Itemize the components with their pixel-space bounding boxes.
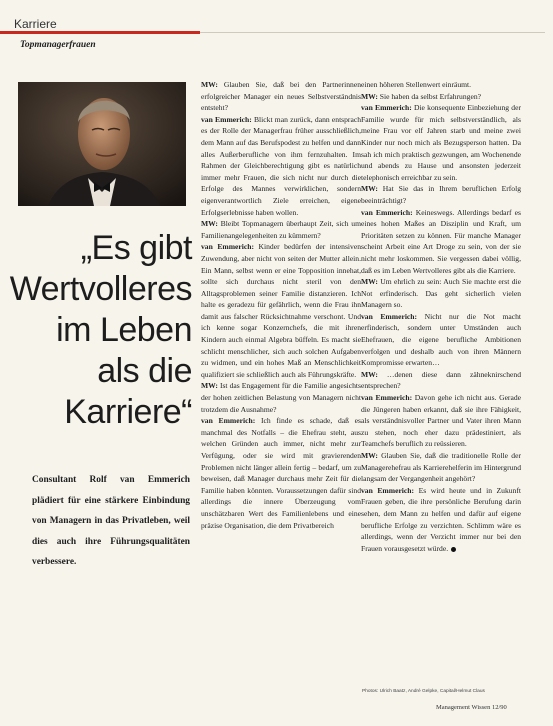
quote-line: Wertvolleres — [9, 270, 192, 308]
paragraph: van Emmerich: Davon gehe ich nicht aus. Gerade die Jüngeren haben erkannt, daß sie ihre Fähigkeit, als verständnisvoller Partner und Vater ihren Mann zu stehen, noch eher dazu prädestiniert, als Teamchefs beruflich zu reüssieren. — [361, 393, 522, 449]
section-title: Karriere — [14, 17, 57, 31]
page-footer: Management Wissen 12/90 — [436, 704, 507, 711]
intro-text: Consultant Rolf van Emmerich plädiert für eine stärkere Einbindung von Managern in das Privatleben, weil dies auch ihre Führungsqualitäten verbessere. — [32, 475, 190, 567]
subsection-title: Topmanagerfrauen — [20, 40, 96, 50]
header-divider — [200, 32, 545, 33]
quote-line: Karriere“ — [64, 393, 192, 431]
paragraph: einen höheren Stellenwert einräumt. — [361, 80, 472, 89]
end-mark-icon — [451, 547, 456, 552]
paragraph: MW: Glauben Sie, daß die traditionelle Rolle der Managerehefrau als Karrierehelferin im Hintergrund langsam der Vergangenheit angehört? — [361, 451, 521, 484]
paragraph: MW: Um ehrlich zu sein: Auch Sie machte erst die Not erfinderisch. Das geht sicherlich vielen Managern so. — [361, 277, 521, 310]
portrait-photo — [18, 82, 186, 206]
paragraph: MW: Ist das Engagement für die Familie angesichts der hohen zeitlichen Belastung von Managern nicht trotzdem die Ausnahme? — [201, 381, 361, 414]
paragraph: van Emmerich: Es wird heute und in Zukunft Frauen geben, die ihre persönliche Berufung darin sehen, dem Mann zu helfen und dafür auf eigene berufliche Erfolge zu verzichten. Schlimm wäre es allerdings, wenn der Verzicht immer nur bei den Frauen vorausgesetzt würde. — [361, 485, 521, 553]
paragraph: MW: Hat Sie das in Ihrem beruflichen Erfolg beeinträchtigt? — [361, 184, 521, 205]
paragraph: MW: Bleibt Topmanagern überhaupt Zeit, sich um Familienangelegenheiten zu kümmern? — [201, 219, 361, 240]
paragraph: van Emmerich: Kinder bedürfen der intensiven Zuwendung, aber nicht von seiten der Mutter allein. Ein Mann, selbst wenn er eine Topposition innehat, sollte sich durchaus nicht steril von den Alltagsproblemen seiner Familie distanzieren. Ich halte es geradezu für gefährlich, wenn die Frau ihn damit aus falscher Rücksichtnahme verschont. Und ich kenne sogar Konzernchefs, die mit ihren Kindern auch einmal Algebra büffeln. Es macht sie schlicht menschlicher, sich auch solchen Aufgaben zu widmen, und ein hohes Maß an Menschlichkeit qualifiziert sie schließlich auch als Führungskräfte. — [201, 242, 362, 379]
paragraph: van Emmerich: Ich finde es schade, daß es manchmal des Notfalls – die Ehefrau steht, aus welchen Gründen auch immer, nicht mehr zur Verfügung, oder sie wird mit gravierenden Problemen nicht länger allein fertig – bedarf, um zu beweisen, daß Manager durchaus mehr Zeit für die Familie haben könnten. Voraussetzungen dafür sind allerdings die innere Überzeugung vom unschätzbaren Wert des Familienlebens und eine präzise Organisation, die dem Privatbereich — [201, 416, 361, 530]
quote-line: als die — [97, 352, 192, 390]
quote-line: „Es gibt — [80, 229, 192, 267]
paragraph: MW: Glauben Sie, daß bei den Partnerinnen erfolgreicher Manager ein neues Selbstverständnis entsteht? — [201, 80, 361, 113]
paragraph: van Emmerich: Die konsequente Einbeziehung der Familie wurde für mich selbstverständlich, als meine Frau vor elf Jahren starb und meine zwei Kinder nur noch mich als Bezugsperson hatten. Da sah ich mich praktisch gezwungen, am Wochenende und abends zu Hause und ansonsten jederzeit telephonisch erreichbar zu sein. — [361, 103, 521, 182]
photo-credit: Photos: Ulrich Baatz, André Gelpke, Capital/Helmut Claus — [362, 689, 485, 694]
article-column-2 — [361, 79, 521, 554]
quote-line: im Leben — [56, 311, 192, 349]
article-column-1 — [201, 79, 361, 531]
section-rule — [0, 31, 200, 34]
paragraph: MW: Sie haben da selbst Erfahrungen? — [361, 91, 481, 101]
paragraph: MW: …denen diese dann zähneknirschend entsprechen? — [361, 369, 521, 391]
pull-quote — [4, 228, 192, 433]
paragraph: van Emmerich: Nicht nur die Not macht erfinderisch, sondern unter Umständen auch Ehefrauen, die eigene berufliche Ambitionen verfolgen und deshalb auch von ihren Männern Kompromisse erwarten… — [361, 311, 521, 368]
paragraph: van Emmerich: Blickt man zurück, dann entsprach es der Rolle der Managerfrau früher ausschließlich, dem Mann auf das Berufspodest zu helfen und dann alles Außerberufliche von ihm fernzuhalten. Im Rahmen der Gleichberechtigung gibt es natürlich immer mehr Frauen, die sich nicht nur durch die Erfolge des Mannes verwirklichen, sondern eigenverantwortlich Ziele erreichen, eigene Erfolgserlebnisse haben wollen. — [201, 114, 361, 217]
paragraph: van Emmerich: Keineswegs. Allerdings bedarf es eines hohen Maßes an Disziplin und Kraft, um Prioritäten setzen zu können. Für manche Manager scheint Arbeit eine Art Droge zu sein, von der sie nicht mehr loskommen. Sie vergessen dabei völlig, daß es im Leben Wertvolleres gibt als die Karriere. — [361, 207, 522, 275]
